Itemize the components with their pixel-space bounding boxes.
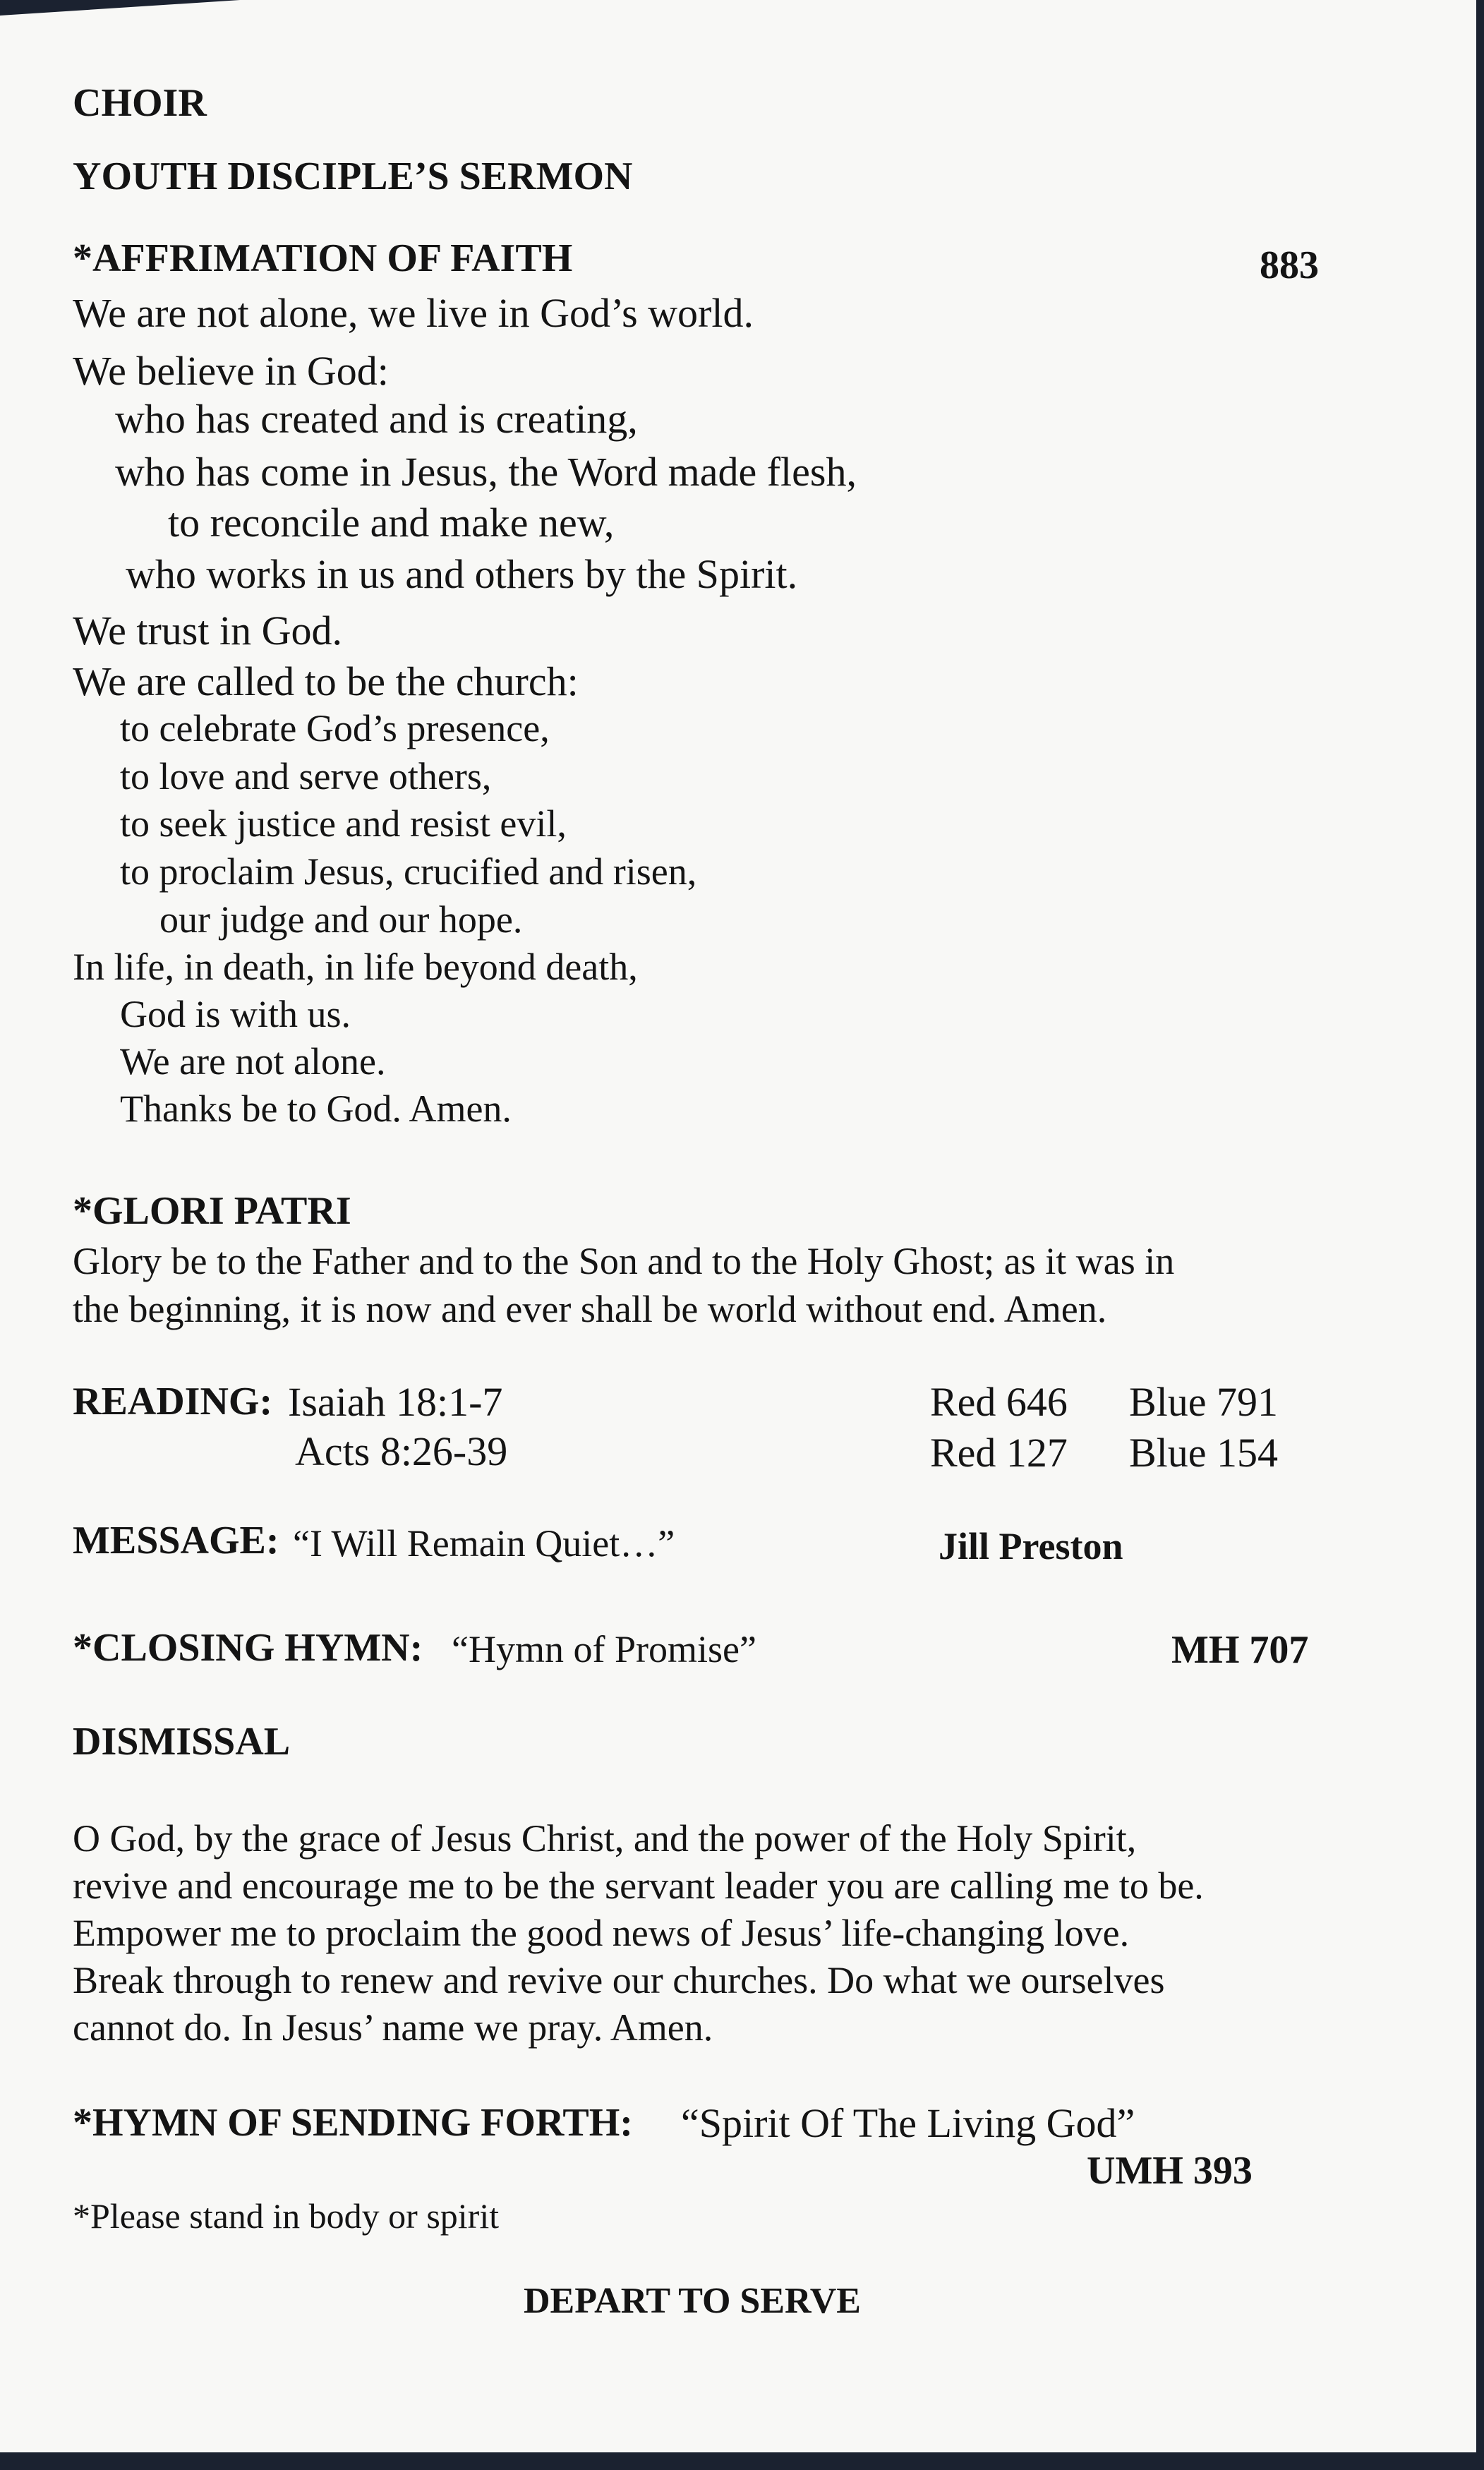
glori-patri-line: the beginning, it is now and ever shall be world without end. Amen. xyxy=(73,1288,1107,1330)
reading-label: READING: xyxy=(73,1380,273,1423)
reading-red-page: Red 127 xyxy=(930,1430,1068,1476)
dismissal-line: Break through to renew and revive our churches. Do what we ourselves xyxy=(73,1959,1165,2001)
sending-hymn-title: “Spirit Of The Living God” xyxy=(681,2100,1135,2146)
dismissal-heading: DISMISSAL xyxy=(73,1720,291,1764)
affirmation-line: We believe in God: xyxy=(73,348,389,394)
youth-sermon-heading: YOUTH DISCIPLE’S SERMON xyxy=(73,155,633,198)
message-label: MESSAGE: xyxy=(73,1519,279,1562)
stand-note: *Please stand in body or spirit xyxy=(73,2196,500,2236)
affirmation-heading: *AFFRIMATION OF FAITH xyxy=(73,236,573,280)
closing-hymn-label: *CLOSING HYMN: xyxy=(73,1626,423,1670)
affirmation-line: In life, in death, in life beyond death, xyxy=(73,946,638,988)
message-title: “I Will Remain Quiet…” xyxy=(293,1522,675,1565)
affirmation-line: We trust in God. xyxy=(73,608,342,653)
affirmation-line: We are called to be the church: xyxy=(73,658,579,704)
dismissal-line: Empower me to proclaim the good news of Jesus’ life-changing love. xyxy=(73,1912,1130,1954)
affirmation-line: God is with us. xyxy=(120,993,351,1035)
affirmation-line: Thanks be to God. Amen. xyxy=(120,1088,512,1130)
affirmation-line: to love and serve others, xyxy=(120,755,492,797)
dismissal-line: cannot do. In Jesus’ name we pray. Amen. xyxy=(73,2006,713,2049)
reading-red-page: Red 646 xyxy=(930,1379,1068,1425)
choir-heading: CHOIR xyxy=(73,81,207,125)
page-corner-shadow xyxy=(0,0,240,16)
affirmation-line: who has come in Jesus, the Word made flesh, xyxy=(115,449,857,495)
dismissal-line: O God, by the grace of Jesus Christ, and the power of the Holy Spirit, xyxy=(73,1817,1137,1860)
affirmation-line: who has created and is creating, xyxy=(115,396,638,442)
sending-hymn-label: *HYMN OF SENDING FORTH: xyxy=(73,2101,633,2145)
glori-patri-heading: *GLORI PATRI xyxy=(73,1189,351,1233)
depart-to-serve: DEPART TO SERVE xyxy=(524,2281,861,2321)
affirmation-line: We are not alone, we live in God’s world. xyxy=(73,290,754,336)
dismissal-line: revive and encourage me to be the servant leader you are calling me to be. xyxy=(73,1864,1204,1907)
affirmation-line: We are not alone. xyxy=(120,1040,386,1083)
sending-hymn-number: UMH 393 xyxy=(1087,2149,1253,2193)
reading-reference: Acts 8:26-39 xyxy=(295,1428,508,1474)
affirmation-line: to reconcile and make new, xyxy=(168,500,615,546)
affirmation-line: to celebrate God’s presence, xyxy=(120,707,550,749)
affirmation-line: to proclaim Jesus, crucified and risen, xyxy=(120,850,697,893)
glori-patri-line: Glory be to the Father and to the Son and to the Holy Ghost; as it was in xyxy=(73,1240,1175,1282)
reading-blue-page: Blue 154 xyxy=(1129,1430,1279,1476)
closing-hymn-number: MH 707 xyxy=(1171,1628,1309,1672)
affirmation-line: our judge and our hope. xyxy=(159,898,523,941)
closing-hymn-title: “Hymn of Promise” xyxy=(452,1628,756,1670)
affirmation-line: to seek justice and resist evil, xyxy=(120,802,567,845)
message-speaker: Jill Preston xyxy=(939,1525,1123,1567)
reading-reference: Isaiah 18:1-7 xyxy=(288,1379,503,1425)
affirmation-line: who works in us and others by the Spirit. xyxy=(126,551,798,597)
bottom-edge-shadow xyxy=(0,2452,1484,2470)
reading-blue-page: Blue 791 xyxy=(1129,1379,1279,1425)
affirmation-number: 883 xyxy=(1260,243,1319,287)
